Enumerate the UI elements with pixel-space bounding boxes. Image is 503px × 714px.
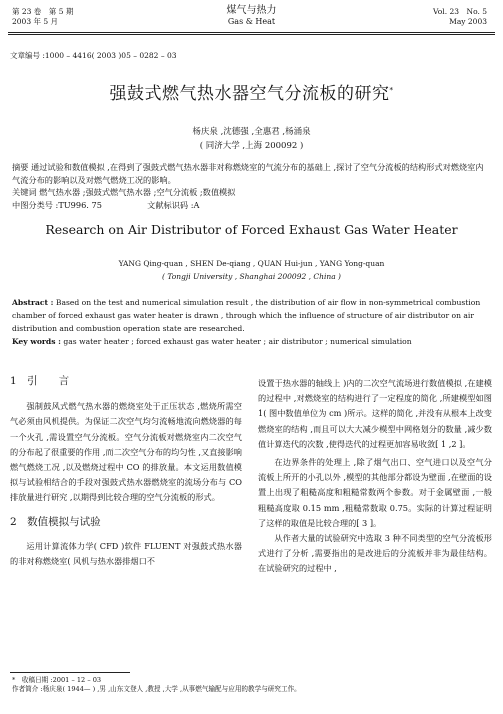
keywords-en-text: gas water heater ; forced exhaust gas water heater ; air distributor ; numerical simulation [63,337,412,346]
abstract-cn-text: 通过试验和数值模拟 ,在得到了强鼓式燃气热水器非对称燃烧室的气流分布的基础上 ,探讨了空气分流板的结构形式对燃烧室内气流分布的影响以及对燃气燃烧工况的影响。 [12,162,484,185]
keywords-en [12,335,490,348]
header-center [0,5,503,27]
journal-name-cn: 煤气与热力 [226,5,277,16]
keywords-cn-label: 关键词 [12,187,37,197]
title-cn-text: 强鼓式燃气热水器空气分流板的研究 [109,84,390,104]
affiliation-en [0,272,503,281]
right-paragraph-1: 设置于热水器的轴线上 )内的二次空气流场进行数值模拟 ,在建模的过程中 ,对燃烧室的结构进行了一定程度的简化 ,所建模型如图 1( 图中数值单位为 cm )所示。这样的简化 ,并没有从根本上改变燃烧室的结构 ,而且可以大大减少模型中网格划分的数量 ,减少数值计算迭代的次数 ,使得迭代的过程更加容易收敛[ 1 ,2 ]。 [258,378,492,449]
keywords-en-label: Key words : [12,337,61,346]
abstract-cn-para [12,161,490,186]
keywords-cn [12,186,490,199]
classification-cn [12,199,490,212]
authors-en: YANG Qing-quan , SHEN De-qiang , QUAN Hui-jun , YANG Yong-quan [118,259,385,268]
abstract-en [12,296,490,348]
header-right [433,7,487,27]
authors-cn: 杨庆泉 ,沈德强 ,全惠君 ,杨涌泉 [192,127,311,137]
section-1-heading: 1 引 言 [10,375,70,387]
doc-code-value: A [193,199,200,210]
footnote-bio: 作者简介 :杨庆泉( 1944— ) ,男 ,山东文登人 ,教授 ,大学 ,从事燃气输配与应用的教学与研究工作。 [12,685,301,693]
section-2-heading: 2 数值模拟与试验 [10,515,101,528]
abstract-cn [12,161,490,211]
date-en: May 2003 [449,17,487,26]
date-cn: 2003 年 5 月 [12,17,59,26]
affiliation-cn: ( 同济大学 ,上海 200092 ) [199,141,304,151]
abstract-en-text: Based on the test and numerical simulation result , the distribution of air flow in non-symmetrical combustion chamber of forced exhaust gas water heater is drawn , through which the influence of structure of air distributor on air distribution and combustion operation state are researched. [12,298,481,333]
left-column [10,374,242,569]
right-paragraph-2: 在边界条件的处理上 ,除了烟气出口、空气进口以及空气分流板上所开的小孔以外 ,模型的其他部分都设为壁面 ,在壁面的设置上出现了粗糙高度和粗糙常数两个参数。对于金属壁面 ,一般粗糙高度取 0.15 mm ,粗糙常数取 0.75。实际的计算过程证明了这样的取值是比较合理的[ 3 ]。 [258,457,492,528]
footnote-rule [10,672,130,673]
abstract-cn-label: 摘要 [12,162,29,172]
header-rule-2 [8,34,495,35]
section-2-paragraph: 运用计算流体力学( CFD )软件 FLUENT 对强鼓式热水器的非对称燃烧室( 风机与热水器排烟口不 [10,540,242,567]
abstract-en-label: Abstract : [12,298,54,307]
abstract-en-para [12,296,490,335]
clc-value: TU996. 75 [58,199,102,210]
clc-label: 中图分类号 : [12,199,59,210]
section-1-paragraph: 强制鼓风式燃气热水器的燃烧室处于正压状态 ,燃烧所需空气必须由风机提供。为保证二次空气均匀流畅地流向燃烧器的每一个火孔 ,需设置空气分流板。空气分流板对燃烧室内二次空气的分布起了很重要的作用 ,而二次空气分布的均匀性 ,又直接影响燃气燃烧工况 ,以及燃烧过程中 CO 的排放量。本文运用数值模拟与试验相结合的手段对强鼓式热水器燃烧室的流场分布与 CO 排放量进行研究 ,以期得到比较合理的空气分流板的形式。 [10,401,242,503]
header-rule [8,32,495,33]
keywords-cn-text: 燃气热水器 ;强鼓式燃气热水器 ;空气分流板 ;数值模拟 [39,187,236,197]
footnote [12,676,301,694]
right-column [258,376,492,577]
volume-issue-en: Vol. 23 No. 5 [433,7,487,16]
journal-name-en: Gas & Heat [227,17,276,26]
footnote-received: * 收稿日期 :2001 – 12 – 03 [12,676,102,684]
affiliation-en-text: ( Tongji University , Shanghai 200092 , China ) [162,272,341,281]
right-paragraph-3: 从作者大量的试验研究中选取 3 种不同类型的空气分流板形式进行了分析 ,需要指出的是改进后的分流板并非为最佳结构。在试验研究的过程中 , [258,533,492,574]
title-footnote-mark: * [389,86,394,95]
paper-title-en: Research on Air Distributor of Forced Exhaust Gas Water Heater [45,222,458,237]
volume-issue-cn: 第 23 卷 第 5 期 [12,7,74,16]
article-number: 文章编号 :1000 – 4416( 2003 )05 – 0282 – 03 [10,51,177,60]
paper-title-cn [0,79,503,104]
doc-code-label: 文献标识码 : [147,199,194,210]
